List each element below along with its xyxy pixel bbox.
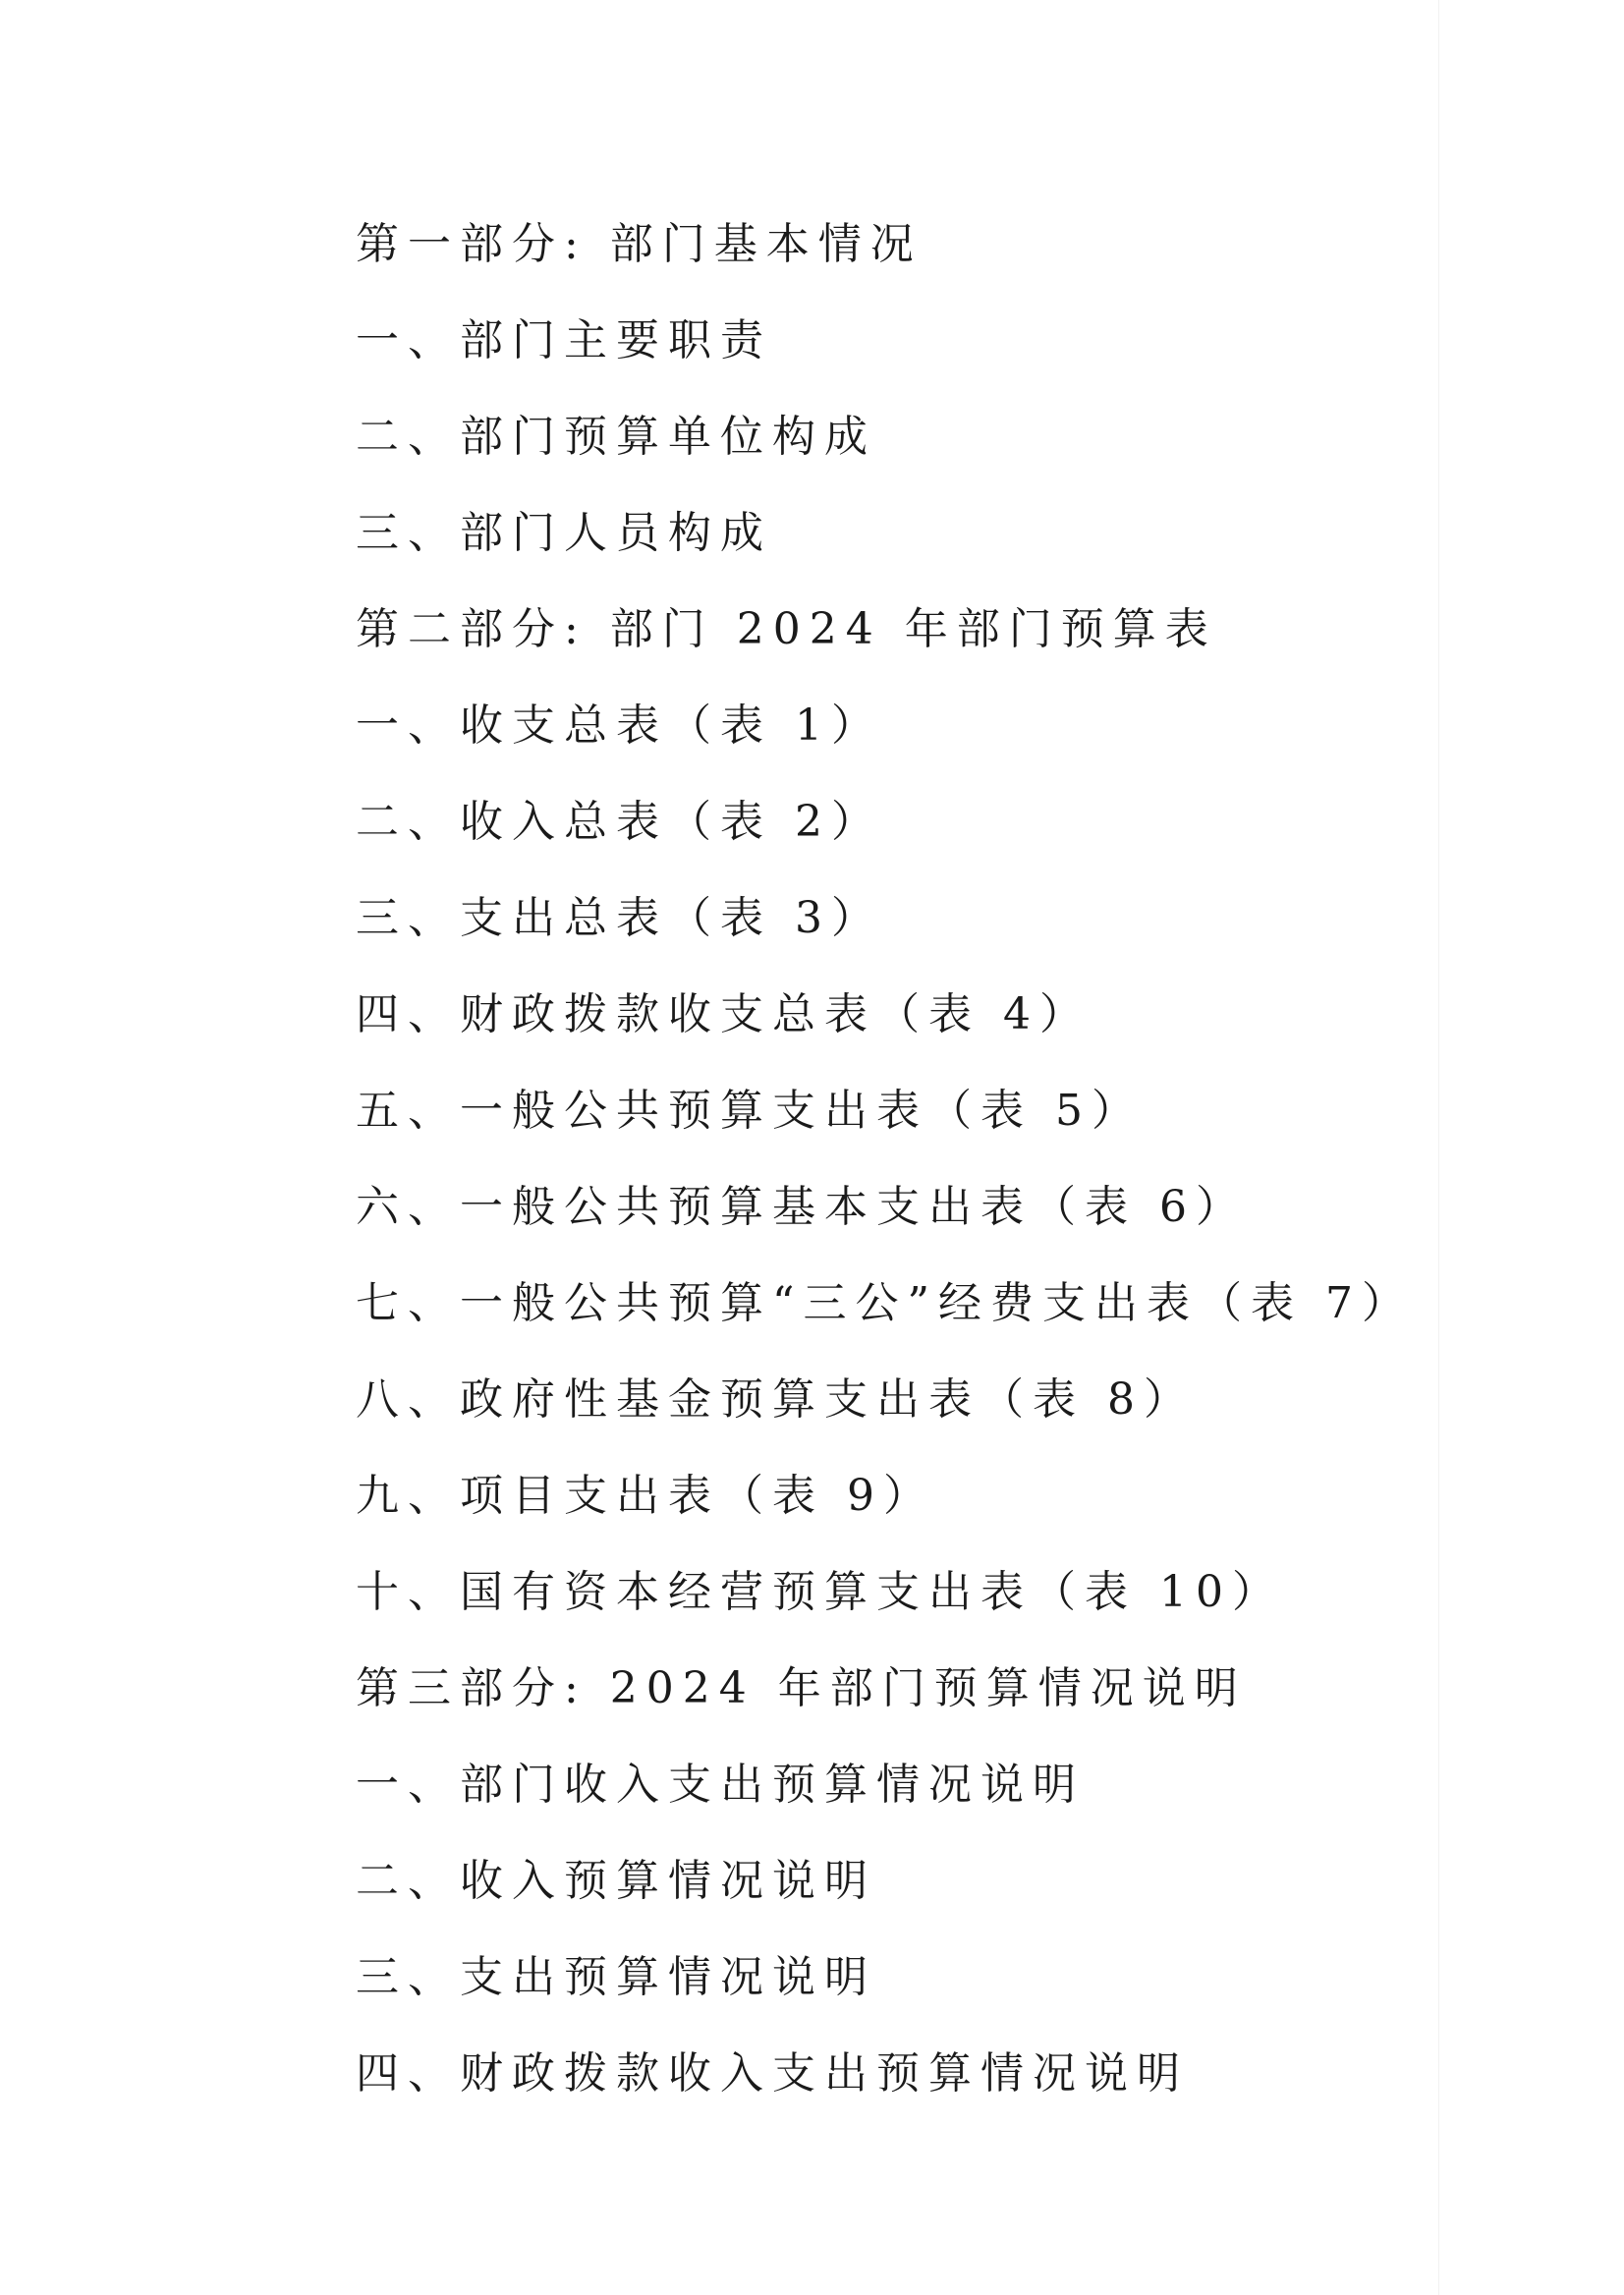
toc-part-2-item-7: 七、一般公共预算“三公”经费支出表（表 7） xyxy=(356,1278,1414,1328)
toc-part-2-item-3: 三、支出总表（表 3） xyxy=(356,893,883,943)
toc-part-2-item-9: 九、项目支出表（表 9） xyxy=(356,1471,935,1521)
scan-edge-line xyxy=(1438,0,1439,2295)
toc-part-1-item-3: 三、部门人员构成 xyxy=(356,508,772,558)
toc-part-2-item-1: 一、收支总表（表 1） xyxy=(356,700,883,751)
toc-part-1-heading: 第一部分: 部门基本情况 xyxy=(356,219,923,269)
toc-part-2-heading: 第二部分: 部门 2024 年部门预算表 xyxy=(356,604,1217,654)
toc-part-3-item-3: 三、支出预算情况说明 xyxy=(356,1952,876,2002)
toc-part-3-item-4: 四、财政拨款收入支出预算情况说明 xyxy=(356,2048,1189,2099)
table-of-contents xyxy=(356,210,1414,2136)
toc-part-3-item-2: 二、收入预算情况说明 xyxy=(356,1856,876,1906)
toc-part-2-item-2: 二、收入总表（表 2） xyxy=(356,797,883,847)
toc-part-3-item-1: 一、部门收入支出预算情况说明 xyxy=(356,1760,1085,1810)
toc-part-2-item-5: 五、一般公共预算支出表（表 5） xyxy=(356,1086,1144,1136)
toc-part-1-item-2: 二、部门预算单位构成 xyxy=(356,412,876,462)
toc-part-3-heading: 第三部分: 2024 年部门预算情况说明 xyxy=(356,1663,1247,1713)
toc-part-2-item-10: 十、国有资本经营预算支出表（表 10） xyxy=(356,1567,1284,1617)
toc-part-1-item-1: 一、部门主要职责 xyxy=(356,315,772,365)
toc-part-2-item-4: 四、财政拨款收支总表（表 4） xyxy=(356,989,1092,1039)
toc-part-2-item-6: 六、一般公共预算基本支出表（表 6） xyxy=(356,1182,1248,1232)
toc-part-2-item-8: 八、政府性基金预算支出表（表 8） xyxy=(356,1374,1196,1425)
